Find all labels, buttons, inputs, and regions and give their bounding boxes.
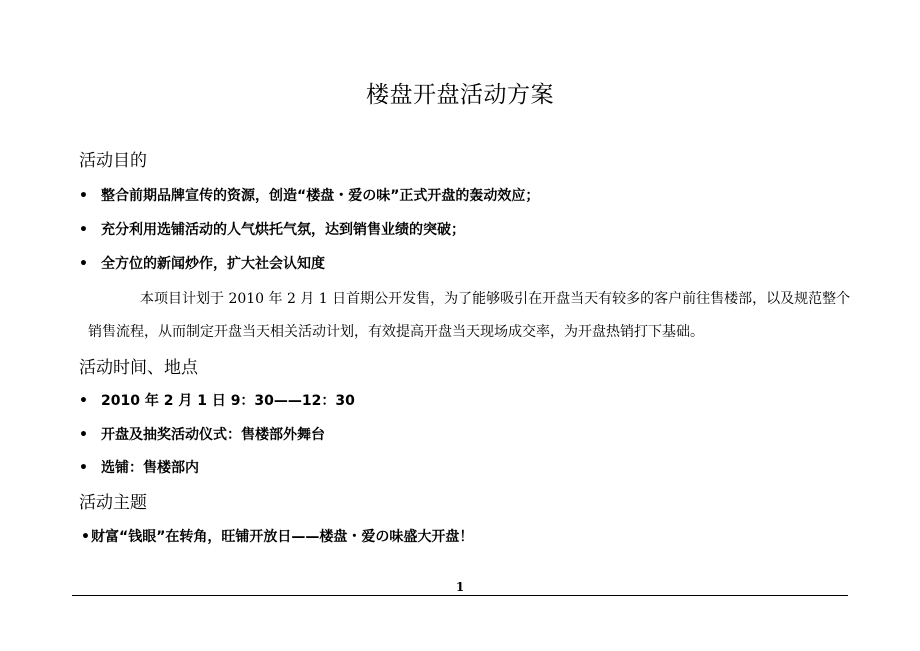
- bullet-symbol: •: [79, 256, 88, 272]
- bullet-item: [79, 219, 465, 241]
- bullet-symbol: •: [79, 188, 88, 204]
- bullet-text: 充分利用选铺活动的人气烘托气氛，达到销售业绩的突破；: [101, 222, 465, 238]
- body-paragraph: 本项目计划于 2010 年 2 月 1 日首期公开发售，为了能够吸引在开盘当天有较多的客户前往售楼部，以及规范整个销售流程，从而制定开盘当天相关活动计划，有效提高开盘当天现场成交率，为开盘热销打下基础。: [88, 291, 851, 340]
- bullet-symbol: •: [79, 427, 88, 443]
- section-heading-theme: 活动主题: [79, 493, 147, 513]
- bullet-item: [79, 390, 355, 412]
- section-heading-purpose: 活动目的: [79, 151, 147, 171]
- bullet-item: [79, 424, 325, 446]
- bullet-item: [81, 526, 473, 548]
- bullet-symbol: •: [79, 222, 88, 238]
- bullet-text: 全方位的新闻炒作，扩大社会认知度: [101, 256, 325, 272]
- bullet-symbol: •: [79, 460, 88, 476]
- bullet-symbol: •: [79, 393, 88, 409]
- section-heading-time-place: 活动时间、地点: [79, 358, 198, 378]
- bullet-item: [79, 457, 199, 479]
- bullet-text: 2010 年 2 月 1 日 9：30——12：30: [101, 393, 355, 409]
- bullet-symbol: •: [81, 529, 90, 545]
- bullet-text: 财富“钱眼”在转角，旺铺开放日——楼盘・爱の味盛大开盘！: [91, 529, 474, 545]
- footer-divider: [72, 595, 848, 596]
- bullet-text: 开盘及抽奖活动仪式：售楼部外舞台: [101, 427, 325, 443]
- document-title: 楼盘开盘活动方案: [366, 82, 554, 108]
- bullet-item: [79, 185, 539, 207]
- page-number: 1: [455, 580, 465, 594]
- bullet-text: 选铺：售楼部内: [101, 460, 199, 476]
- bullet-item: [79, 253, 325, 275]
- bullet-text: 整合前期品牌宣传的资源，创造“楼盘・爱の味”正式开盘的轰动效应；: [101, 188, 540, 204]
